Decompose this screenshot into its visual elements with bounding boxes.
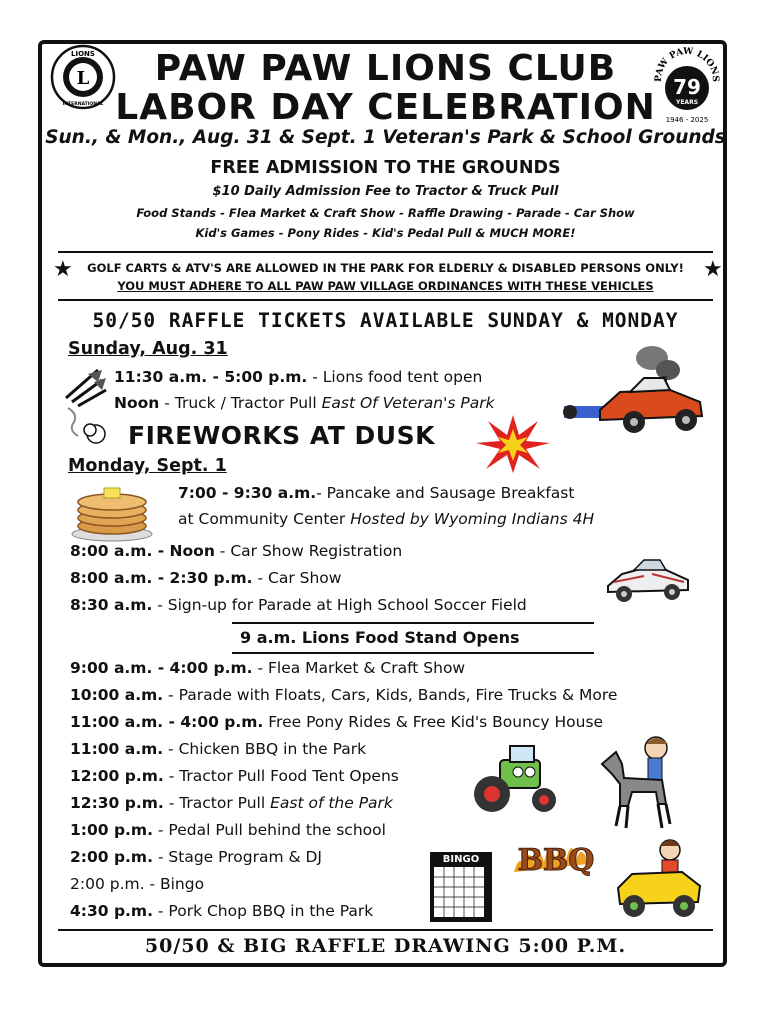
notice-line-1: GOLF CARTS & ATV'S ARE ALLOWED IN THE PARK FOR ELDERLY & DISABLED PERSONS ONLY! bbox=[87, 261, 684, 275]
divider-notice bbox=[58, 299, 713, 301]
monday-early-item-3: 8:30 a.m. - Sign-up for Parade at High School Soccer Field bbox=[70, 596, 527, 614]
monday-later-item-10: 4:30 p.m. - Pork Chop BBQ in the Park bbox=[70, 902, 374, 920]
star-right-icon: ★ bbox=[703, 257, 723, 282]
dates-location: Sun., & Mon., Aug. 31 & Sept. 1 Veteran's Park & School Grounds bbox=[45, 127, 726, 148]
notice-line-2: YOU MUST ADHERE TO ALL PAW PAW VILLAGE ORDINANCES WITH THESE VEHICLES bbox=[117, 279, 654, 293]
tractor-clipart bbox=[470, 738, 566, 818]
divider-food-stand-top bbox=[232, 622, 594, 624]
anniversary-number: 79 bbox=[673, 75, 701, 99]
sunday-heading: Sunday, Aug. 31 bbox=[68, 339, 228, 359]
monday-heading: Monday, Sept. 1 bbox=[68, 456, 227, 476]
monday-early-item-1: 8:00 a.m. - Noon - Car Show Registration bbox=[70, 542, 403, 560]
anniversary-years: YEARS bbox=[675, 99, 699, 106]
title-line-1: PAW PAW LIONS CLUB bbox=[154, 48, 617, 89]
pancakes-clipart bbox=[70, 480, 154, 542]
admission-fee: $10 Daily Admission Fee to Tractor & Truck Pull bbox=[212, 184, 559, 199]
anniversary-span: 1946 - 2025 bbox=[665, 116, 709, 124]
monday-later-item-7: 1:00 p.m. - Pedal Pull behind the school bbox=[70, 821, 386, 839]
footer-raffle-drawing: 50/50 & BIG RAFFLE DRAWING 5:00 P.M. bbox=[144, 935, 627, 957]
monday-later-item-1: 9:00 a.m. - 4:00 p.m. - Flea Market & Craft Show bbox=[70, 659, 466, 677]
bingo-grid-icon bbox=[432, 865, 490, 919]
breakfast-line-2: at Community Center Hosted by Wyoming Indians 4H bbox=[178, 510, 595, 528]
lions-logo-text: LIONS bbox=[71, 50, 95, 58]
food-stand-heading: 9 a.m. Lions Food Stand Opens bbox=[240, 628, 520, 647]
monday-later-item-4: 11:00 a.m. - Chicken BBQ in the Park bbox=[70, 740, 367, 758]
bbq-sign-text: BBQ bbox=[517, 843, 595, 878]
star-left-icon: ★ bbox=[53, 257, 73, 282]
breakfast-line-1: 7:00 - 9:30 a.m.- Pancake and Sausage Breakfast bbox=[178, 484, 575, 502]
monday-later-item-6: 12:30 p.m. - Tractor Pull East of the Park bbox=[70, 794, 393, 812]
divider-footer bbox=[58, 929, 713, 931]
monday-later-item-2: 10:00 a.m. - Parade with Floats, Cars, Kids, Bands, Fire Trucks & More bbox=[70, 686, 618, 704]
fireworks-burst-icon bbox=[474, 413, 552, 475]
lions-logo-sub: INTERNATIONAL bbox=[62, 102, 104, 107]
title-line-2: LABOR DAY CELEBRATION bbox=[115, 87, 656, 128]
monday-early-item-2: 8:00 a.m. - 2:30 p.m. - Car Show bbox=[70, 569, 342, 587]
anniversary-arc-text: PAW PAW LIONS bbox=[653, 46, 721, 83]
sunday-item-1: 11:30 a.m. - 5:00 p.m. - Lions food tent open bbox=[114, 368, 483, 386]
monday-later-item-5: 12:00 p.m. - Tractor Pull Food Tent Opens bbox=[70, 767, 399, 785]
monday-later-item-8: 2:00 p.m. - Stage Program & DJ bbox=[70, 848, 322, 866]
monday-later-item-9: 2:00 p.m. - Bingo bbox=[70, 875, 205, 893]
raffle-banner: 50/50 RAFFLE TICKETS AVAILABLE SUNDAY & MONDAY bbox=[92, 309, 679, 332]
firework-rockets-icon bbox=[58, 368, 110, 446]
activities-line-1: Food Stands - Flea Market & Craft Show - Raffle Drawing - Parade - Car Show bbox=[136, 206, 635, 220]
pony-ride-clipart bbox=[592, 734, 682, 834]
bingo-card-clipart bbox=[430, 852, 492, 922]
classic-car-clipart bbox=[604, 552, 692, 606]
monday-later-item-3: 11:00 a.m. - 4:00 p.m. Free Pony Rides & Free Kid's Bouncy House bbox=[70, 713, 604, 731]
bingo-card-label: BINGO bbox=[432, 854, 490, 865]
free-admission: FREE ADMISSION TO THE GROUNDS bbox=[210, 158, 561, 178]
pulling-truck-clipart bbox=[560, 340, 710, 438]
divider-food-stand-bottom bbox=[232, 652, 594, 654]
pedal-car-clipart bbox=[612, 836, 706, 920]
activities-line-2: Kid's Games - Pony Rides - Kid's Pedal Pull & MUCH MORE! bbox=[195, 226, 576, 240]
bbq-sign-clipart bbox=[508, 832, 604, 882]
sunday-item-2: Noon - Truck / Tractor Pull East Of Veteran's Park bbox=[114, 394, 495, 412]
divider-top bbox=[58, 251, 713, 253]
lions-logo-letter: L bbox=[76, 68, 90, 89]
fireworks-heading: FIREWORKS AT DUSK bbox=[128, 421, 435, 450]
